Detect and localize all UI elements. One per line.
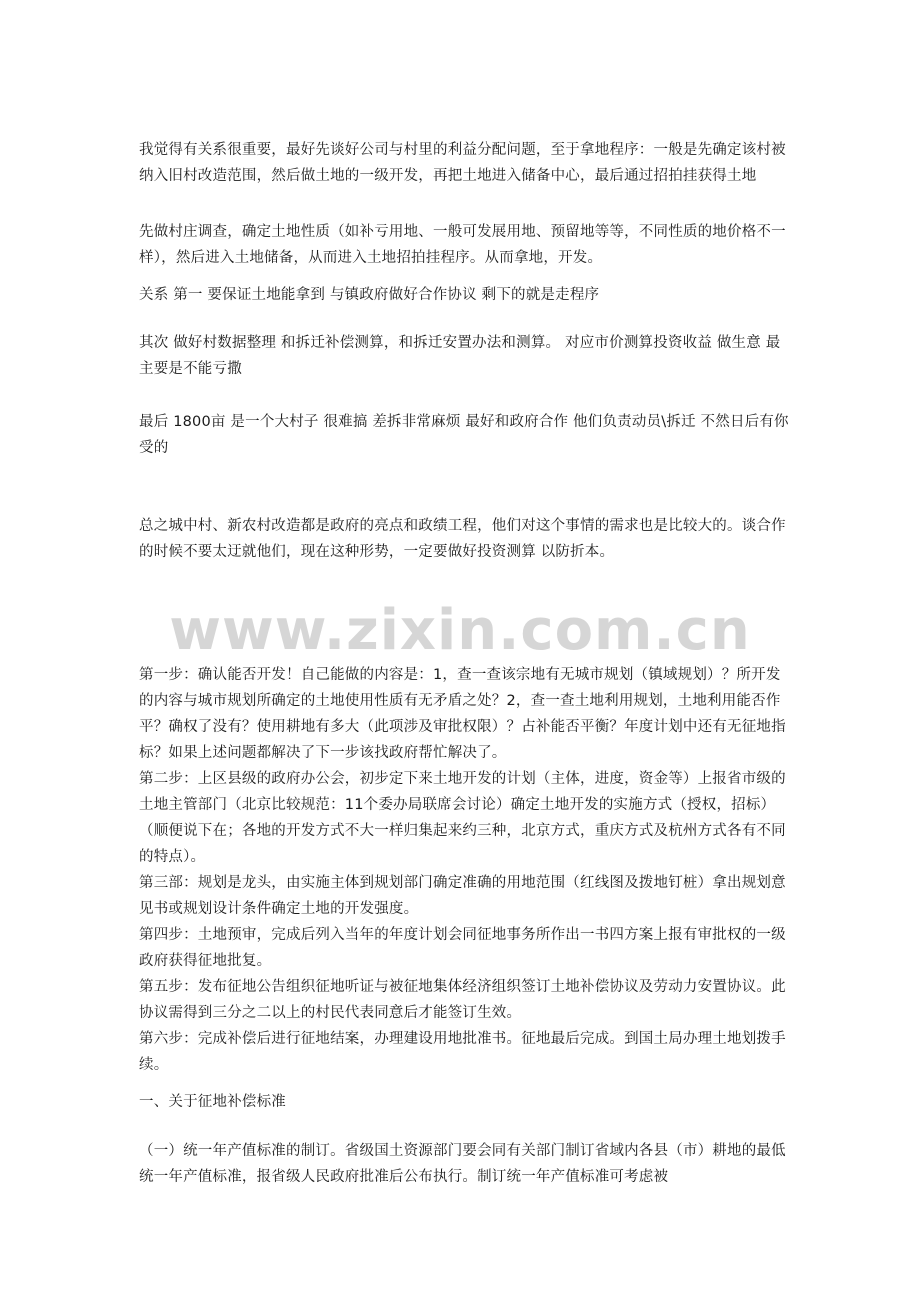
paragraph-village-survey: 先做村庄调查，确定土地性质（如补亏用地、一般可发展用地、预留地等等，不同性质的地价格不一样），然后进入土地储备，从而进入土地招拍挂程序。从而拿地，开发。: [139, 224, 786, 266]
paragraph-step-2: 第二步：上区县级的政府办公会，初步定下来土地开发的计划（主体，进度，资金等）上报省市级的土地主管部门（北京比较规范：11个委办局联席会讨论）确定土地开发的实施方式（授权，招标）（顺便说下在；各地的开发方式不大一样归集起来约三种，北京方式，重庆方式及杭州方式各有不同的特点）。: [139, 771, 786, 865]
paragraph-step-3: 第三部：规划是龙头，由实施主体到规划部门确定准确的用地范围（红线图及拨地钉桩）拿出规划意见书或规划设计条件确定土地的开发强度。: [139, 875, 786, 917]
paragraph-step-5: 第五步：发布征地公告组织征地听证与被征地集体经济组织签订土地补偿协议及劳动力安置协议。此协议需得到三分之二以上的村民代表同意后才能签订生效。: [139, 979, 786, 1021]
paragraph-annual-output: （一）统一年产值标准的制订。省级国土资源部门要会同有关部门制订省域内各县（市）耕地的最低统一年产值标准，报省级人民政府批准后公布执行。制订统一年产值标准可考虑被: [139, 1143, 786, 1185]
watermark: www.zixin.com.cn: [169, 598, 751, 663]
paragraph-first: 关系 第一 要保证土地能拿到 与镇政府做好合作协议 剩下的就是走程序: [139, 287, 600, 303]
paragraph-step-1: 第一步：确认能否开发！自己能做的内容是：1，查一查该宗地有无城市规划（镇域规划）？所开发的内容与城市规划所确定的土地使用性质有无矛盾之处？2，查一查土地利用规划，土地利用能否作平？确权了没有？使用耕地有多大（此项涉及审批权限）？占补能否平衡？年度计划中还有无征地指标？如果上述问题都解决了下一步该找政府帮忙解决了。: [139, 667, 786, 761]
paragraph-relationship: 我觉得有关系很重要，最好先谈好公司与村里的利益分配问题，至于拿地程序：一般是先确定该村被纳入旧村改造范围，然后做土地的一级开发，再把土地进入储备中心，最后通过招拍挂获得土地: [139, 142, 786, 184]
paragraph-step-6: 第六步：完成补偿后进行征地结案，办理建设用地批准书。征地最后完成。到国土局办理土地划拨手续。: [139, 1031, 786, 1073]
paragraph-summary: 总之城中村、新农村改造都是政府的亮点和政绩工程，他们对这个事情的需求也是比较大的。谈合作的时候不要太迂就他们，现在这种形势，一定要做好投资测算 以防折本。: [139, 518, 786, 560]
paragraph-last: 最后 1800亩 是一个大村子 很难搞 差拆非常麻烦 最好和政府合作 他们负责动员\拆迁 不然日后有你受的: [139, 414, 789, 456]
section-heading-compensation: 一、关于征地补偿标准: [139, 1094, 286, 1110]
paragraph-second: 其次 做好村数据整理 和拆迁补偿测算，和拆迁安置办法和测算。 对应市价测算投资收益 做生意 最主要是不能亏撒: [139, 335, 781, 377]
paragraph-step-4: 第四步：土地预审，完成后列入当年的年度计划会同征地事务所作出一书四方案上报有审批权的一级政府获得征地批复。: [139, 927, 786, 969]
